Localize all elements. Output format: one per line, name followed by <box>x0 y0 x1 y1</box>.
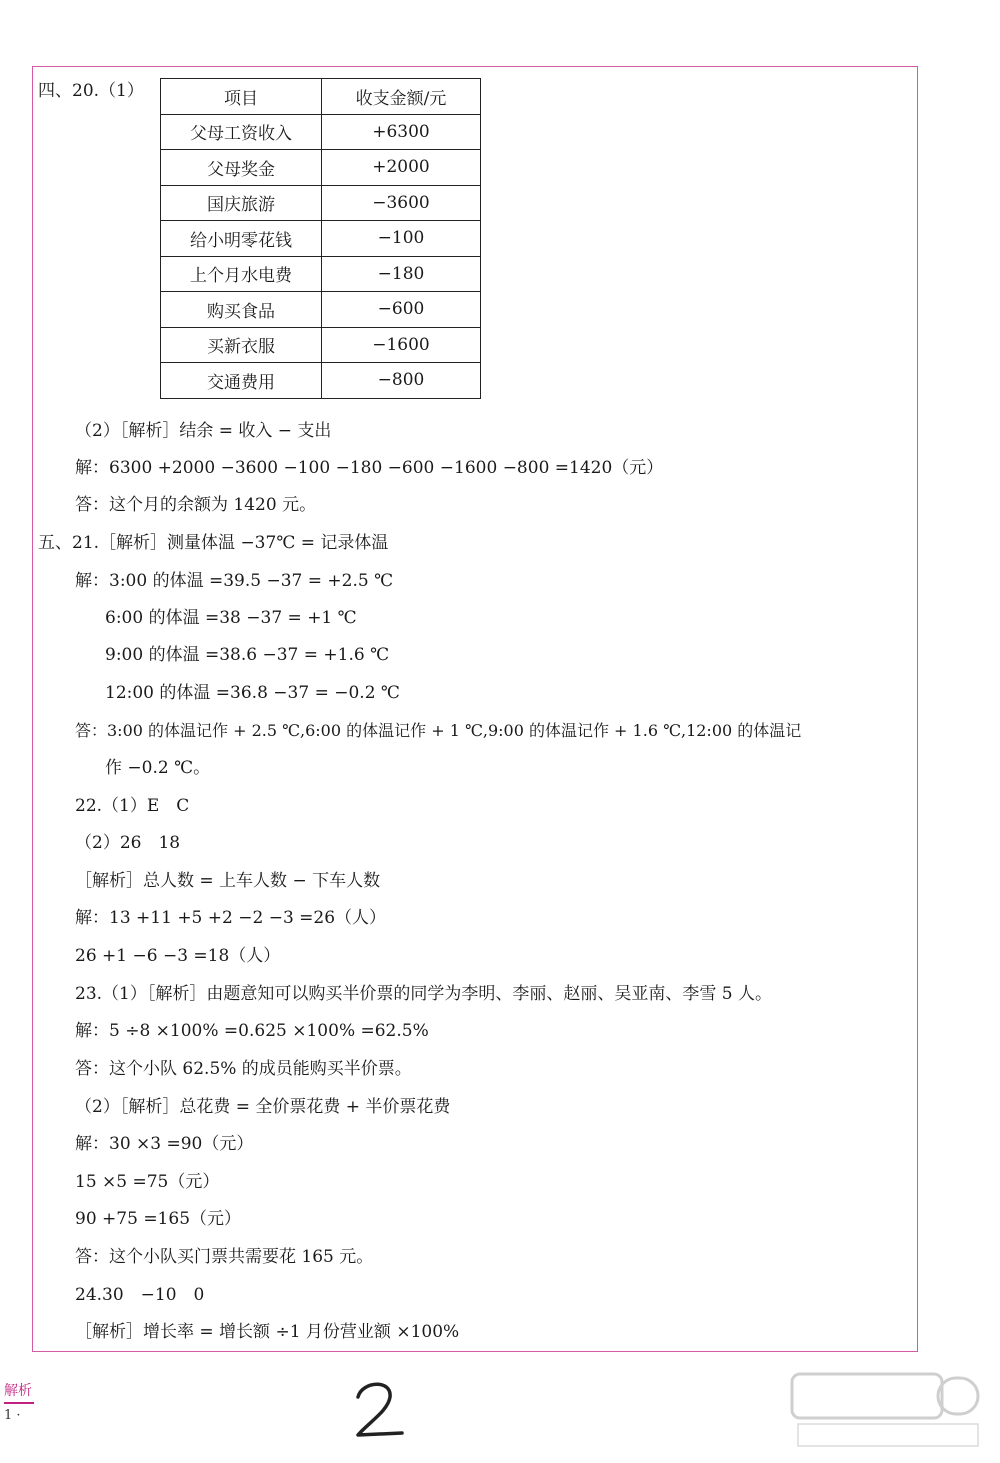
q21-answer-line: 答：3:00 的体温记作 + 2.5 ℃,6:00 的体温记作 + 1 ℃,9:00 的体温记作 + 1.6 ℃,12:00 的体温记 <box>75 721 802 740</box>
q21-solution-line: 6:00 的体温 =38 −37 = +1 ℃ <box>105 608 357 628</box>
column-header-item: 项目 <box>161 79 322 115</box>
q23-solution-line: 15 ×5 =75（元） <box>75 1172 220 1192</box>
q23-analysis-line: 23.（1）［解析］由题意知可以购买半价票的同学为李明、李丽、赵丽、吴亚南、李雪 5 人。 <box>75 984 772 1004</box>
footer-section-label: 解析 <box>4 1383 32 1399</box>
q22-line: （2）26 18 <box>75 833 181 853</box>
q24-answer-line: 24.30 −10 0 <box>75 1285 205 1305</box>
table-row <box>161 327 481 363</box>
table-row <box>161 363 481 399</box>
column-header-amount: 收支金额/元 <box>322 79 481 115</box>
footer-divider <box>4 1402 34 1404</box>
q22-solution-line: 26 +1 −6 −3 =18（人） <box>75 946 281 966</box>
cell-item: 买新衣服 <box>161 327 322 363</box>
q21-solution-line: 12:00 的体温 =36.8 −37 = −0.2 ℃ <box>105 683 400 703</box>
cell-amount: −3600 <box>322 185 481 221</box>
table-row <box>161 221 481 257</box>
cell-amount: +6300 <box>322 114 481 150</box>
cell-item: 购买食品 <box>161 292 322 328</box>
table-row <box>161 185 481 221</box>
table-row <box>161 150 481 186</box>
q23-answer-line: 答：这个小队 62.5% 的成员能购买半价票。 <box>75 1059 412 1079</box>
cell-item: 交通费用 <box>161 363 322 399</box>
cell-item: 国庆旅游 <box>161 185 322 221</box>
q20-header: 四、20.（1） <box>38 81 144 101</box>
table-header-row <box>161 79 481 115</box>
cell-amount: −800 <box>322 363 481 399</box>
q23-analysis-line: （2）［解析］总花费 = 全价票花费 + 半价票花费 <box>75 1097 451 1117</box>
q21-analysis-line: 五、21.［解析］测量体温 −37℃ = 记录体温 <box>38 533 389 553</box>
cell-amount: −100 <box>322 221 481 257</box>
cell-amount: −1600 <box>322 327 481 363</box>
q23-solution-line: 90 +75 =165（元） <box>75 1209 242 1229</box>
q23-answer-line: 答：这个小队买门票共需要花 165 元。 <box>75 1247 374 1267</box>
cell-item: 父母工资收入 <box>161 114 322 150</box>
q22-line: 22.（1）E C <box>75 796 190 816</box>
q24-analysis-line: ［解析］增长率 = 增长额 ÷1 月份营业额 ×100% <box>75 1322 460 1342</box>
cell-item: 上个月水电费 <box>161 256 322 292</box>
cell-amount: −180 <box>322 256 481 292</box>
q23-solution-line: 解：5 ÷8 ×100% =0.625 ×100% =62.5% <box>75 1021 429 1041</box>
q20-answer-line: 答：这个月的余额为 1420 元。 <box>75 495 317 515</box>
income-expense-table <box>160 78 481 399</box>
table-row <box>161 292 481 328</box>
cell-amount: +2000 <box>322 150 481 186</box>
q20-solution-line: 解：6300 +2000 −3600 −100 −180 −600 −1600 −800 =1420（元） <box>75 458 664 478</box>
handwritten-page-number <box>350 1375 410 1445</box>
q20-analysis-line: （2）［解析］结余 = 收入 − 支出 <box>75 421 332 441</box>
q21-solution-line: 解：3:00 的体温 =39.5 −37 = +2.5 ℃ <box>75 571 394 591</box>
q21-answer-line: 作 −0.2 ℃。 <box>105 758 211 778</box>
q22-solution-line: 解：13 +11 +5 +2 −2 −3 =26（人） <box>75 908 387 928</box>
q21-solution-line: 9:00 的体温 =38.6 −37 = +1.6 ℃ <box>105 645 390 665</box>
table-row <box>161 114 481 150</box>
q23-solution-line: 解：30 ×3 =90（元） <box>75 1134 254 1154</box>
footer-page-marker: 1 · <box>4 1408 21 1423</box>
cell-item: 父母奖金 <box>161 150 322 186</box>
cell-amount: −600 <box>322 292 481 328</box>
table-row <box>161 256 481 292</box>
q22-analysis-line: ［解析］总人数 = 上车人数 − 下车人数 <box>75 871 381 891</box>
watermark-logo <box>788 1370 988 1450</box>
cell-item: 给小明零花钱 <box>161 221 322 257</box>
